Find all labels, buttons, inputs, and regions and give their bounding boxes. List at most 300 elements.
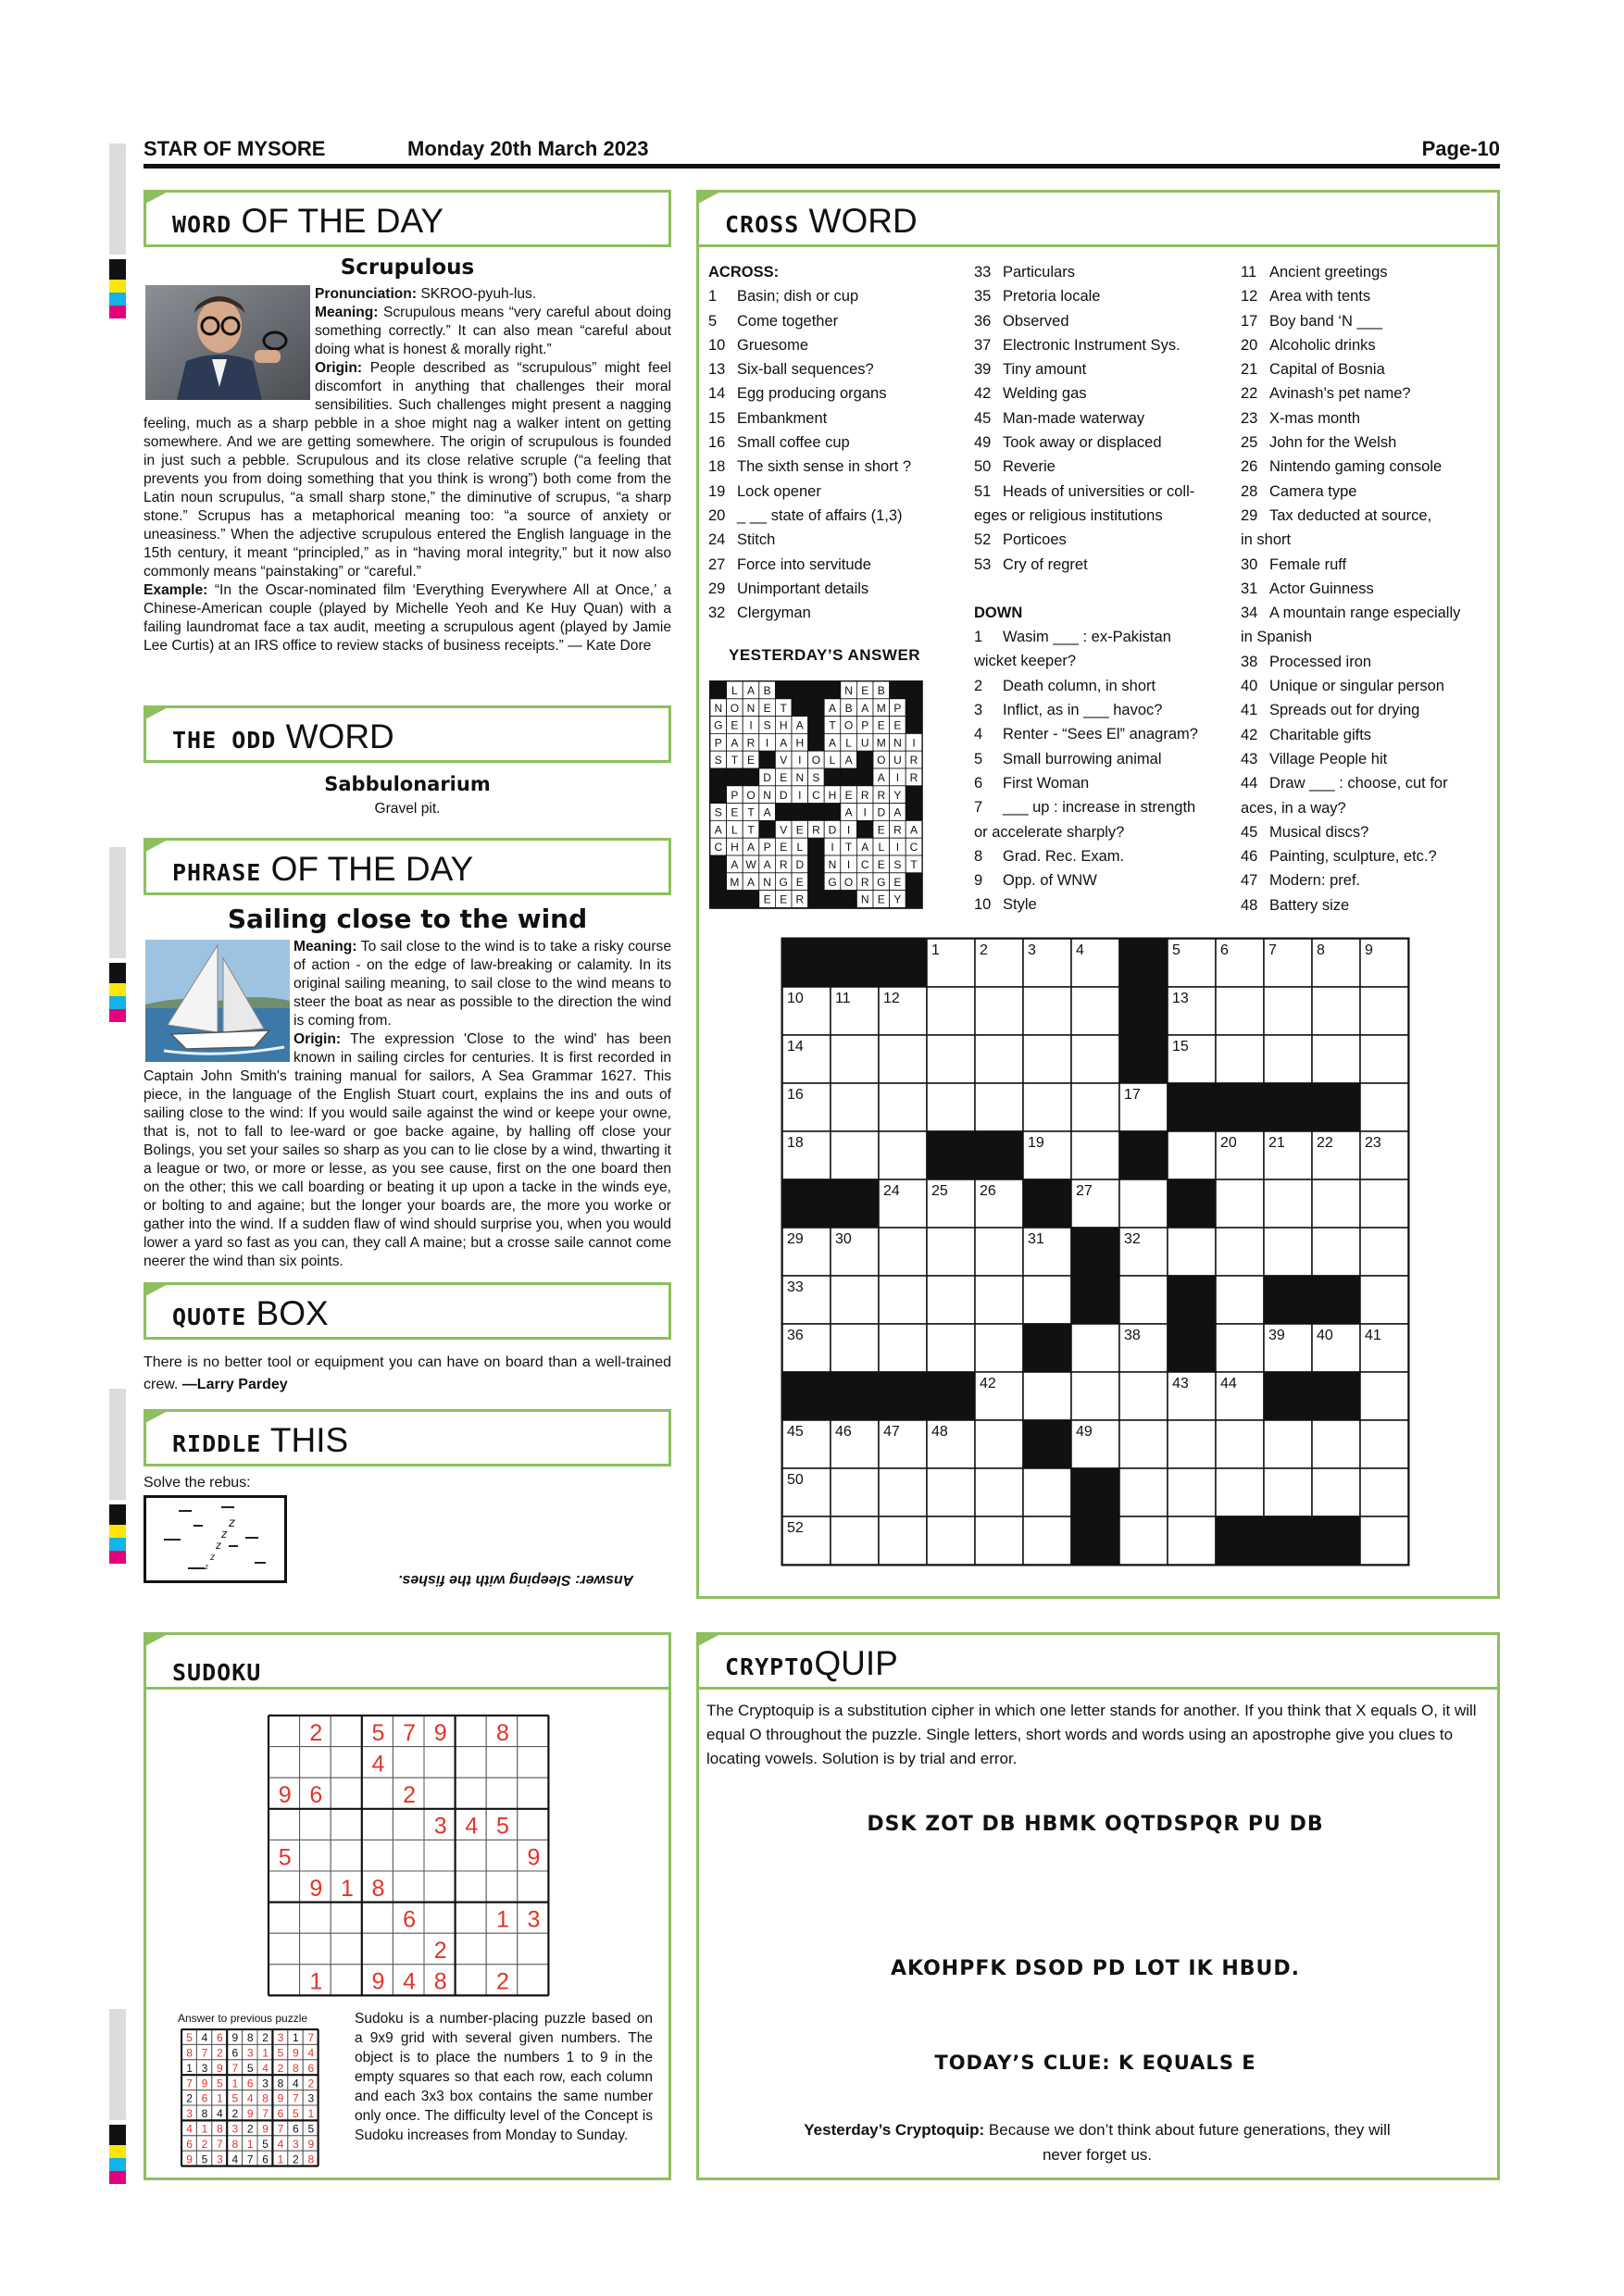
- sudoku-digit: 4: [246, 2091, 254, 2105]
- answer-letter: S: [714, 754, 722, 767]
- sudoku-cell[interactable]: [518, 1871, 549, 1903]
- crossword-bar: [696, 190, 1500, 247]
- clue-number: 35: [1172, 1279, 1189, 1295]
- crossword-cell[interactable]: [1216, 1324, 1264, 1372]
- sudoku-cell[interactable]: [518, 1778, 549, 1809]
- crossword-cell[interactable]: [1216, 1276, 1264, 1324]
- crossword-cell[interactable]: [831, 1131, 879, 1179]
- black-square: [975, 1131, 1023, 1179]
- clue-item: 37 Electronic Instrument Sys.: [974, 336, 1181, 354]
- crossword-cell[interactable]: [1119, 1468, 1168, 1516]
- black-square: [710, 891, 727, 908]
- crossword-cell[interactable]: [1264, 1179, 1312, 1228]
- crossword-cell[interactable]: [1312, 1420, 1360, 1468]
- section-title: RIDDLE THIS: [172, 1421, 349, 1459]
- odd-word-bar: [144, 705, 671, 763]
- black-square: [775, 804, 792, 821]
- black-square: [743, 891, 759, 908]
- answer-letter: A: [828, 736, 837, 750]
- sudoku-digit: 5: [371, 1719, 385, 1746]
- phrase-body: Meaning: To sail close to the wind is to take a risky course of action - on the edge of law-breaking or calamity. In its original sailing meaning, to sail close to the wind means to steer the boat as near as possible to the direction the wind is coming from. Origin: The expression 'Close to the wind' has been known in sailing circles for centuries. It is first recorded in Captain John Smith's training manual for sailors, A Sea Grammar 1627. This piece, in the language of the English Stuart court, explains the ins and outs of sailing close to the wind: If you would saile against the wind or keepe your owne, that is, not to fall to lee-ward or goe backe againe, by halling off close your Bolings, you set your sailes so sharp as you can to lie close by a wind, thwarting it a league or two, or more or lesse, as you see cause, first on the one board then on the other; this we call boarding or beating it up upon a tacke in the winds eye, or bolting to and againe; but the longer your boards are, the more you worke or gather into the wind. If a sudden flaw of wind should surprise you, when you would lower a yard so fast as you can, they call A maine; but a crosse saile cannot come neerer the wind than six points.: [144, 939, 671, 1269]
- registration-mark: [109, 259, 126, 280]
- clue-number: 36: [787, 1328, 804, 1343]
- sudoku-cell[interactable]: [362, 1903, 394, 1934]
- crossword-cell[interactable]: [927, 1228, 975, 1276]
- clue-item: 38 Processed iron: [1241, 653, 1372, 670]
- answer-letter: G: [714, 718, 723, 732]
- sudoku-cell[interactable]: [300, 1747, 331, 1778]
- crossword-cell[interactable]: [1071, 1083, 1119, 1131]
- crossword-cell[interactable]: [1216, 1468, 1264, 1516]
- sudoku-digit: 3: [433, 1813, 447, 1840]
- clue-number: 29: [787, 1231, 804, 1247]
- crossword-cell[interactable]: [1264, 1035, 1312, 1083]
- clue-item: 45 Musical discs?: [1241, 823, 1369, 841]
- sudoku-cell[interactable]: [456, 1871, 487, 1903]
- sudoku-cell[interactable]: [269, 1965, 300, 1996]
- sudoku-description: Sudoku is a number-placing puzzle based on a 9x9 grid with several given numbers. The object is to place the numbers 1 to 9 in the empty squares so that each row, each column and each 3x3 box contains the same number only once. The difficulty level of the Concept is Sudoku increases from Monday to Sunday.: [355, 2011, 653, 2143]
- clue-item: 26 Nintendo gaming console: [1241, 458, 1443, 476]
- sudoku-digit: 9: [277, 2091, 284, 2105]
- registration-mark: [109, 963, 126, 983]
- sudoku-digit: 5: [217, 2077, 223, 2090]
- sudoku-digit: 2: [217, 2046, 223, 2060]
- crossword-cell[interactable]: [927, 1324, 975, 1372]
- clue-item: 40 Unique or singular person: [1241, 678, 1444, 695]
- clue-item: 31 Actor Guinness: [1241, 580, 1374, 597]
- crossword-cell[interactable]: [831, 1324, 879, 1372]
- clue-number: 42: [980, 1376, 996, 1391]
- clue-number: 19: [1028, 1135, 1044, 1151]
- crossword-cell[interactable]: [1216, 1228, 1264, 1276]
- cryptoquip-intro: The Cryptoquip is a substitution cipher in which one letter stands for another. If you think that X equals O, it will equal O throughout the puzzle. Single letters, short words and words using an apostrophe give you clues to locating vowels. Solution is by trial and error.: [706, 1702, 1477, 1767]
- sudoku-digit: 7: [293, 2091, 299, 2105]
- sudoku-cell[interactable]: [456, 1903, 487, 1934]
- sudoku-digit: 4: [371, 1751, 385, 1778]
- clue-item: 8 Grad. Rec. Exam.: [974, 847, 1125, 865]
- sudoku-grid[interactable]: [267, 1714, 552, 1999]
- sudoku-cell[interactable]: [518, 1965, 549, 1996]
- crossword-cell[interactable]: [1264, 987, 1312, 1035]
- clue-number: 38: [1124, 1328, 1141, 1343]
- crossword-cell[interactable]: [879, 1131, 927, 1179]
- crossword-cell[interactable]: [1023, 1468, 1071, 1516]
- clue-item: 2 Death column, in short: [974, 677, 1156, 694]
- sudoku-cell[interactable]: [331, 1747, 362, 1778]
- clue-list: [1241, 260, 1460, 917]
- crossword-cell[interactable]: [879, 1468, 927, 1516]
- sudoku-cell[interactable]: [362, 1809, 394, 1841]
- clue-item: 39 Tiny amount: [974, 361, 1087, 379]
- clue-number: 18: [787, 1135, 804, 1151]
- quote-text: There is no better tool or equipment you can have on board than a well-trained crew. —Larry Pardey: [144, 1354, 671, 1392]
- black-square: [1119, 987, 1168, 1035]
- clue-item: 33 Particulars: [974, 264, 1075, 281]
- crossword-cell[interactable]: [1360, 1516, 1408, 1565]
- sudoku-cell[interactable]: [269, 1747, 300, 1778]
- sudoku-cell[interactable]: [269, 1871, 300, 1903]
- crossword-cell[interactable]: [1119, 1420, 1168, 1468]
- answer-letter: H: [779, 718, 788, 732]
- crossword-cell[interactable]: [927, 987, 975, 1035]
- clue-number: 2: [980, 942, 988, 958]
- sudoku-cell[interactable]: [331, 1716, 362, 1747]
- crossword-cell[interactable]: [1360, 1083, 1408, 1131]
- crossword-cell[interactable]: [1360, 1420, 1408, 1468]
- crossword-cell[interactable]: [1168, 1228, 1216, 1276]
- sudoku-digit: 9: [262, 2122, 269, 2136]
- section-title: WORD OF THE DAY: [172, 202, 444, 240]
- crossword-cell[interactable]: [1071, 1035, 1119, 1083]
- crossword-cell[interactable]: [1119, 1179, 1168, 1228]
- clue-item: 42 Welding gas: [974, 385, 1087, 403]
- crossword-cell[interactable]: [879, 1516, 927, 1565]
- sudoku-cell[interactable]: [456, 1840, 487, 1871]
- section-title: SUDOKU: [172, 1659, 262, 1686]
- crossword-cell[interactable]: [927, 1276, 975, 1324]
- sudoku-digit: 8: [433, 1968, 447, 1995]
- svg-text:z: z: [221, 1527, 228, 1541]
- crossword-cell[interactable]: [927, 1035, 975, 1083]
- sudoku-digit: 4: [277, 2137, 284, 2151]
- crossword-cell[interactable]: [975, 1324, 1023, 1372]
- previous-sudoku-grid: [181, 2028, 319, 2167]
- crossword-cell[interactable]: [975, 1468, 1023, 1516]
- answer-letter: N: [746, 701, 756, 715]
- crossword-cell[interactable]: [1023, 1516, 1071, 1565]
- paper-name: STAR OF MYSORE: [144, 137, 326, 160]
- crossword-cell[interactable]: [1264, 1420, 1312, 1468]
- clue-item: 53 Cry of regret: [974, 555, 1088, 573]
- sudoku-cell[interactable]: [269, 1809, 300, 1841]
- sudoku-cell[interactable]: [362, 1933, 394, 1965]
- sudoku-cell[interactable]: [424, 1903, 456, 1934]
- crossword-cell[interactable]: [1360, 1276, 1408, 1324]
- crossword-cell[interactable]: [1023, 1372, 1071, 1420]
- sudoku-cell[interactable]: [362, 1778, 394, 1809]
- answer-letter: E: [746, 754, 756, 767]
- crossword-cell[interactable]: [831, 1516, 879, 1565]
- answer-letter: P: [893, 701, 902, 715]
- black-square: [1168, 1083, 1216, 1131]
- sudoku-cell[interactable]: [393, 1933, 424, 1965]
- black-square: [808, 717, 825, 734]
- answer-letter: R: [746, 736, 756, 750]
- cryptoquip-bar: [696, 1632, 1500, 1690]
- sudoku-cell[interactable]: [456, 1747, 487, 1778]
- clue-list: [974, 625, 1198, 917]
- crossword-cell[interactable]: [927, 1083, 975, 1131]
- phrase-title: Sailing close to the wind: [227, 904, 588, 934]
- issue-date: Monday 20th March 2023: [407, 137, 649, 160]
- black-square: [782, 1179, 831, 1228]
- clue-number: 14: [787, 1039, 804, 1054]
- sudoku-cell[interactable]: [269, 1716, 300, 1747]
- word-of-day-bar: [144, 190, 671, 247]
- sudoku-cell[interactable]: [518, 1933, 549, 1965]
- clue-item: 1 Basin; dish or cup: [708, 288, 859, 306]
- black-square: [808, 838, 825, 855]
- sudoku-cell[interactable]: [300, 1933, 331, 1965]
- clue-number: 13: [1172, 991, 1189, 1006]
- clue-number: 12: [883, 991, 900, 1006]
- crossword-cell[interactable]: [879, 1083, 927, 1131]
- sudoku-cell[interactable]: [518, 1747, 549, 1778]
- sudoku-cell[interactable]: [393, 1809, 424, 1841]
- black-square: [743, 768, 759, 786]
- crossword-cell[interactable]: [1119, 1276, 1168, 1324]
- sudoku-cell[interactable]: [331, 1933, 362, 1965]
- crossword-cell[interactable]: [1312, 1468, 1360, 1516]
- crossword-cell[interactable]: [831, 1276, 879, 1324]
- answer-letter: E: [763, 892, 771, 906]
- crossword-cell[interactable]: [975, 1228, 1023, 1276]
- sudoku-cell[interactable]: [331, 1809, 362, 1841]
- crossword-cell[interactable]: [975, 987, 1023, 1035]
- sudoku-digit: 4: [217, 2107, 223, 2121]
- crossword-cell[interactable]: [1168, 1131, 1216, 1179]
- black-square: [1071, 1228, 1119, 1276]
- answer-letter: A: [844, 754, 853, 767]
- sudoku-cell[interactable]: [486, 1871, 518, 1903]
- crossword-cell[interactable]: [1264, 1228, 1312, 1276]
- registration-mark: [109, 1551, 126, 1564]
- crossword-cell[interactable]: [975, 1035, 1023, 1083]
- crossword-cell[interactable]: [1168, 1516, 1216, 1565]
- black-square: [879, 939, 927, 987]
- crossword-cell[interactable]: [1119, 1372, 1168, 1420]
- answer-letter: I: [846, 858, 851, 871]
- black-square: [727, 891, 743, 908]
- sudoku-cell[interactable]: [486, 1747, 518, 1778]
- sudoku-digit: 1: [231, 2077, 239, 2090]
- registration-mark: [109, 280, 126, 293]
- crossword-cell[interactable]: [879, 1324, 927, 1372]
- crossword-cell[interactable]: [927, 1516, 975, 1565]
- clue-number: 3: [1028, 942, 1036, 958]
- clue-item: 19 Lock opener: [708, 482, 821, 500]
- answer-letter: L: [796, 841, 804, 855]
- section-title: QUOTE BOX: [172, 1294, 329, 1332]
- answer-letter: N: [763, 875, 771, 889]
- clue-item: 1 Wasim ___ : ex-Pakistan: [974, 629, 1171, 646]
- crossword-cell[interactable]: [927, 1468, 975, 1516]
- sudoku-cell[interactable]: [424, 1840, 456, 1871]
- sudoku-cell[interactable]: [393, 1871, 424, 1903]
- registration-mark: [109, 2125, 126, 2145]
- crossword-cell[interactable]: [1360, 1228, 1408, 1276]
- answer-letter: M: [730, 875, 740, 889]
- sudoku-cell[interactable]: [393, 1840, 424, 1871]
- crossword-cell[interactable]: [831, 1035, 879, 1083]
- crossword-cell[interactable]: [1312, 1179, 1360, 1228]
- registration-mark: [109, 2158, 126, 2171]
- clue-item: or accelerate sharply?: [974, 823, 1125, 841]
- sudoku-cell[interactable]: [300, 1809, 331, 1841]
- crossword-cell[interactable]: [1360, 987, 1408, 1035]
- answer-letter: V: [780, 823, 788, 837]
- black-square: [841, 891, 857, 908]
- sudoku-cell[interactable]: [331, 1840, 362, 1871]
- sudoku-digit: 1: [277, 2152, 284, 2166]
- clue-number: 40: [1317, 1328, 1333, 1343]
- sudoku-cell[interactable]: [456, 1965, 487, 1996]
- crossword-cell[interactable]: [1360, 1179, 1408, 1228]
- clue-item: 3 Inflict, as in ___ havoc?: [974, 702, 1163, 719]
- clue-number: 46: [835, 1424, 852, 1440]
- crossword-cell[interactable]: [879, 1035, 927, 1083]
- sudoku-cell[interactable]: [269, 1933, 300, 1965]
- crossword-cell[interactable]: [879, 1228, 927, 1276]
- clue-item: 29 Tax deducted at source,: [1241, 506, 1432, 524]
- sudoku-cell[interactable]: [393, 1747, 424, 1778]
- sudoku-digit: 6: [186, 2137, 193, 2151]
- crossword-cell[interactable]: [1312, 987, 1360, 1035]
- answer-letter: D: [779, 788, 788, 802]
- photo-float-spacer: [144, 938, 294, 1063]
- sudoku-cell[interactable]: [518, 1809, 549, 1841]
- crossword-grid[interactable]: [781, 937, 1414, 1570]
- clue-item: 46 Painting, sculpture, etc.?: [1241, 848, 1437, 866]
- crossword-cell[interactable]: [975, 1516, 1023, 1565]
- black-square: [906, 699, 922, 717]
- crossword-cell[interactable]: [1119, 1516, 1168, 1565]
- answer-letter: A: [795, 718, 804, 732]
- sudoku-digit: 1: [217, 2091, 223, 2105]
- clue-item: 45 Man-made waterway: [974, 409, 1145, 427]
- sudoku-cell[interactable]: [300, 1903, 331, 1934]
- crossword-cell[interactable]: [1216, 987, 1264, 1035]
- answer-letter: D: [877, 805, 886, 819]
- registration-mark: [109, 1504, 126, 1525]
- black-square: [824, 804, 841, 821]
- black-square: [841, 768, 857, 786]
- clue-list: [974, 260, 1198, 577]
- crossword-cell[interactable]: [1360, 1035, 1408, 1083]
- black-square: [808, 891, 825, 908]
- crossword-cell[interactable]: [1168, 1420, 1216, 1468]
- section-title: CRYPTOQUIP: [725, 1644, 898, 1682]
- crossword-cell[interactable]: [1071, 1372, 1119, 1420]
- crossword-cell[interactable]: [1023, 987, 1071, 1035]
- crossword-cell[interactable]: [1023, 1083, 1071, 1131]
- sudoku-digit: 8: [217, 2122, 223, 2136]
- sudoku-cell[interactable]: [331, 1778, 362, 1809]
- crossword-cell[interactable]: [879, 1276, 927, 1324]
- crossword-cell[interactable]: [1168, 1468, 1216, 1516]
- sudoku-digit: 4: [293, 2077, 299, 2090]
- sudoku-digit: 9: [433, 1719, 447, 1746]
- sudoku-cell[interactable]: [300, 1840, 331, 1871]
- sudoku-cell[interactable]: [456, 1716, 487, 1747]
- black-square: [906, 891, 922, 908]
- answer-letter: G: [828, 875, 837, 889]
- across-title: ACROSS:: [708, 264, 780, 281]
- quote-box-bar: [144, 1282, 671, 1340]
- clue-number: 48: [931, 1424, 948, 1440]
- crossword-cell[interactable]: [1023, 1276, 1071, 1324]
- sudoku-cell[interactable]: [424, 1778, 456, 1809]
- crossword-cell[interactable]: [831, 1083, 879, 1131]
- sudoku-digit: 6: [307, 2061, 315, 2075]
- sudoku-cell[interactable]: [362, 1840, 394, 1871]
- clue-number: 39: [1268, 1328, 1285, 1343]
- page-header: [144, 135, 1500, 168]
- sudoku-cell[interactable]: [331, 1965, 362, 1996]
- answer-letter: S: [763, 718, 771, 732]
- answer-letter: T: [747, 805, 755, 819]
- sudoku-cell[interactable]: [424, 1747, 456, 1778]
- crossword-cell[interactable]: [1216, 1035, 1264, 1083]
- answer-letter: A: [714, 823, 722, 837]
- crossword-cell[interactable]: [1264, 1468, 1312, 1516]
- crossword-cell[interactable]: [1360, 1372, 1408, 1420]
- sudoku-digit: 7: [217, 2137, 223, 2151]
- crossword-cell[interactable]: [1216, 1420, 1264, 1468]
- answer-letter: E: [877, 858, 885, 871]
- answer-letter: A: [731, 858, 739, 871]
- sudoku-digit: 9: [231, 2031, 239, 2045]
- answer-letter: A: [746, 684, 756, 697]
- crossword-cell[interactable]: [1023, 1035, 1071, 1083]
- answer-letter: E: [795, 875, 804, 889]
- crossword-cell[interactable]: [1312, 1228, 1360, 1276]
- crossword-cell[interactable]: [1312, 1035, 1360, 1083]
- sudoku-cell[interactable]: [456, 1778, 487, 1809]
- sudoku-digit: 6: [403, 1906, 417, 1933]
- registration-mark: [109, 1538, 126, 1551]
- answer-letter: A: [844, 805, 853, 819]
- black-square: [808, 804, 825, 821]
- sudoku-cell[interactable]: [486, 1840, 518, 1871]
- sudoku-digit: 8: [307, 2152, 315, 2166]
- answer-letter: I: [798, 788, 802, 802]
- answer-letter: E: [780, 841, 788, 855]
- crossword-cell[interactable]: [831, 1468, 879, 1516]
- answer-letter: A: [763, 858, 771, 871]
- rebus-image: [144, 1495, 287, 1583]
- answer-letter: M: [876, 736, 886, 750]
- sudoku-digit: 8: [246, 2031, 254, 2045]
- crossword-cell[interactable]: [1071, 987, 1119, 1035]
- sudoku-cell[interactable]: [269, 1903, 300, 1934]
- crossword-cell[interactable]: [1216, 1179, 1264, 1228]
- crossword-cell[interactable]: [1071, 1324, 1119, 1372]
- sudoku-digit: 9: [278, 1782, 292, 1809]
- sudoku-digit: 4: [231, 2152, 239, 2166]
- clue-number: 45: [787, 1424, 804, 1440]
- answer-letter: U: [860, 736, 869, 750]
- crossword-cell[interactable]: [1360, 1468, 1408, 1516]
- clue-item: 44 Draw ___ : choose, cut for: [1241, 775, 1448, 792]
- sudoku-cell[interactable]: [486, 1933, 518, 1965]
- sudoku-cell[interactable]: [331, 1903, 362, 1934]
- crossword-cell[interactable]: [975, 1083, 1023, 1131]
- sudoku-digit: 3: [262, 2077, 269, 2090]
- crossword-cell[interactable]: [975, 1420, 1023, 1468]
- crossword-cell[interactable]: [975, 1276, 1023, 1324]
- sudoku-cell[interactable]: [424, 1871, 456, 1903]
- clue-item: 23 X-mas month: [1241, 409, 1361, 427]
- sudoku-cell[interactable]: [518, 1716, 549, 1747]
- previous-answer-label: Answer to previous puzzle: [178, 2012, 308, 2025]
- sudoku-cell[interactable]: [456, 1933, 487, 1965]
- black-square: [710, 681, 727, 699]
- sudoku-cell[interactable]: [486, 1778, 518, 1809]
- black-square: [906, 717, 922, 734]
- crossword-cell[interactable]: [1071, 1131, 1119, 1179]
- black-square: [1119, 939, 1168, 987]
